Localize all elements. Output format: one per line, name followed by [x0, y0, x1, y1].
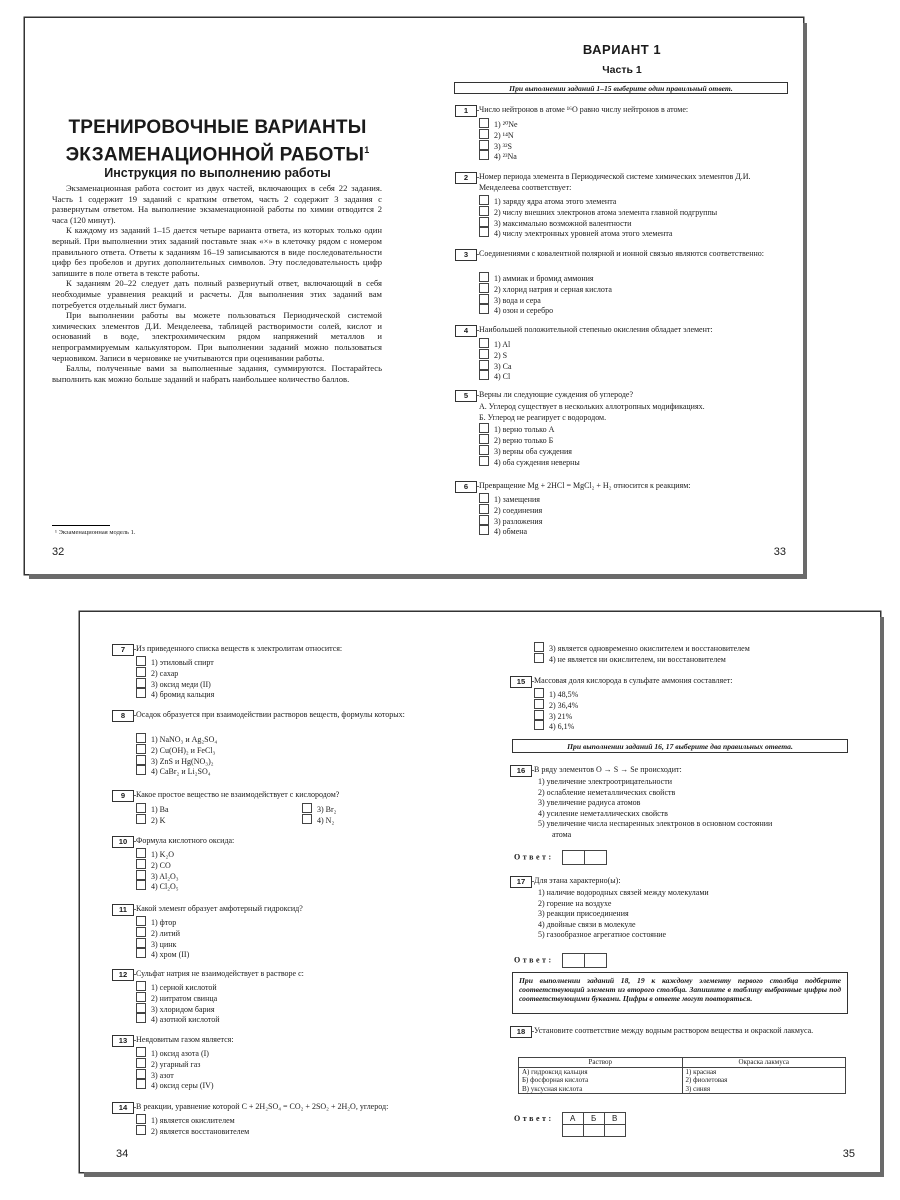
main-title [25, 116, 410, 166]
question-number: 11 [112, 904, 134, 916]
answer-option[interactable]: 3) азот [136, 1069, 214, 1080]
answer-checkbox[interactable] [136, 848, 146, 858]
question-text: Превращение Mg + 2HCl = MgCl₂ + H₂ относится к реакциям: [479, 481, 788, 492]
answer-options [136, 656, 214, 699]
instruction-paragraph: К каждому из заданий 1–15 дается четыре варианта ответа, из которых только один верный. При выполнении этих заданий поставьте знак «×» в клеточку рядом с номером правильного ответа. Ответы к заданиям 16–19 записываются в виде последовательности цифр без пробелов и других дополнительных символов. Эту последовательность цифр запишите в поле ответа в тексте работы. [52, 225, 382, 278]
instruction-paragraph: При выполнении работы вы можете пользоваться Периодической системой химических элементов Д.И. Менделеева, таблицей растворимости солей, кислот и оснований в воде, электрохимическим рядом напряжений металлов и непрограммируемым калькулятором. При выполнении заданий можно пользоваться черновиком. Записи в черновике не учитываются при оценивании работы. [52, 310, 382, 363]
answer-option[interactable]: 4) озон и серебро [479, 304, 612, 315]
answer-checkbox[interactable] [479, 360, 489, 370]
answer-option[interactable]: 2) CO [136, 859, 179, 870]
answer-checkbox[interactable] [534, 699, 544, 709]
answer-label: Ответ: [514, 1114, 554, 1123]
page-number: 33 [773, 546, 786, 558]
page-number: 32 [52, 546, 65, 558]
answer-option[interactable]: 2) верно только Б [479, 434, 705, 445]
answer-checkbox[interactable] [479, 434, 489, 444]
answer-checkbox[interactable] [302, 814, 312, 824]
answer-checkbox[interactable] [136, 803, 146, 813]
answer-checkbox[interactable] [136, 765, 146, 775]
answer-checkbox[interactable] [479, 118, 489, 128]
answer-option[interactable]: 1) оксид азота (I) [136, 1047, 214, 1058]
answer-checkbox[interactable] [136, 688, 146, 698]
book-spread-top [25, 18, 803, 574]
answer-option[interactable]: 3) хлоридом бария [136, 1003, 220, 1014]
question-text: Сульфат натрия не взаимодействует в растворе с: [136, 969, 448, 980]
answer-checkbox[interactable] [136, 880, 146, 890]
answer-option[interactable]: 4) ²³Na [479, 150, 518, 161]
question-text: Установите соответствие между водным раствором вещества и окраской лакмуса. [534, 1026, 848, 1037]
answer-option[interactable]: 4) CaBr₂ и Li₂SO₄ [136, 765, 217, 776]
question-text: Формула кислотного оксида: [136, 836, 448, 847]
question-text: В реакции, уравнение которой C + 2H₂SO₄ = CO₂ + 2SO₂ + 2H₂O, углерод: [136, 1102, 448, 1113]
answer-checkbox[interactable] [479, 423, 489, 433]
answer-cell[interactable] [562, 850, 585, 865]
answer-lines [538, 777, 772, 841]
answer-option[interactable]: 4) N₂ [302, 814, 336, 825]
answer-field-17 [514, 953, 607, 968]
answer-option[interactable]: 2) нитратом свинца [136, 992, 220, 1003]
title-line-1: ТРЕНИРОВОЧНЫЕ ВАРИАНТЫ [68, 117, 367, 138]
answer-option[interactable]: 4) азотной кислотой [136, 1013, 220, 1024]
question-number: 13 [112, 1035, 134, 1047]
answer-options [479, 338, 512, 381]
question-text: Из приведенного списка веществ к электролитам относится: [136, 644, 448, 655]
solution-item: В) уксусная кислота [522, 1084, 583, 1093]
answer-option[interactable]: 4) Cl₂O₅ [136, 880, 179, 891]
answer-checkbox[interactable] [479, 525, 489, 535]
answer-option[interactable]: 2) угарный газ [136, 1058, 214, 1069]
answer-field-18 [514, 1112, 626, 1137]
answer-option[interactable]: 3) Br₂ [302, 803, 336, 814]
answer-line: атома [552, 829, 572, 839]
question-number: 9 [112, 790, 134, 802]
color-item: 2) фиолетовая [685, 1076, 728, 1085]
answer-checkbox[interactable] [479, 150, 489, 160]
answer-checkbox[interactable] [136, 1125, 146, 1135]
page-34 [112, 612, 450, 1172]
question-number: 5 [455, 390, 477, 402]
question-number: 1 [455, 105, 477, 117]
answer-checkbox[interactable] [479, 283, 489, 293]
answer-checkbox[interactable] [534, 642, 544, 652]
answer-label: Ответ: [514, 955, 554, 965]
instruction-paragraph: Экзаменационная работа состоит из двух частей, включающих в себя 22 задания. Часть 1 содержит 19 заданий с кратким ответом, часть 2 содержит 3 задания с развернутым ответом. На выполнение экзаменационной работы по химии отводится 2 часа (120 минут). [52, 183, 382, 225]
answer-cell[interactable] [604, 1125, 625, 1137]
matching-cell-right [682, 1067, 846, 1094]
answer-option[interactable]: 1) ²⁰Ne [479, 118, 518, 129]
answer-checkbox[interactable] [136, 667, 146, 677]
answer-checkbox[interactable] [479, 195, 489, 205]
answer-options [479, 118, 518, 161]
answer-checkbox[interactable] [302, 803, 312, 813]
answer-option[interactable]: 2) является восстановителем [136, 1125, 249, 1136]
page-35 [510, 612, 855, 1172]
statement-b: Б. Углерод не реагирует с водородом. [479, 412, 607, 422]
answer-checkbox[interactable] [479, 445, 489, 455]
answer-checkbox[interactable] [136, 870, 146, 880]
question-number: 12 [112, 969, 134, 981]
footnote: ¹ Экзаменационная модель 1. [55, 529, 136, 536]
answer-option[interactable]: 1) K₂O [136, 848, 179, 859]
page-number: 35 [842, 1148, 855, 1160]
answer-option[interactable]: 2) ¹⁴N [479, 129, 518, 140]
answer-checkbox[interactable] [534, 720, 544, 730]
answer-checkbox[interactable] [136, 1003, 146, 1013]
answer-checkbox[interactable] [479, 338, 489, 348]
question-text: Осадок образуется при взаимодействии растворов веществ, формулы которых: [136, 710, 448, 721]
answer-checkbox[interactable] [479, 227, 489, 237]
answer-checkbox[interactable] [136, 927, 146, 937]
answer-checkbox[interactable] [534, 710, 544, 720]
answer-checkbox[interactable] [136, 948, 146, 958]
title-footnote-mark: 1 [364, 145, 370, 155]
answer-checkbox[interactable] [479, 294, 489, 304]
part-title: Часть 1 [602, 64, 642, 76]
answer-checkbox[interactable] [479, 349, 489, 359]
answer-checkbox[interactable] [479, 504, 489, 514]
answer-option[interactable]: 3) максимально возможной валентности [479, 217, 717, 228]
answer-option[interactable]: 4) оксид серы (IV) [136, 1079, 214, 1090]
answer-checkbox[interactable] [479, 272, 489, 282]
instruction-note-18-19: При выполнении заданий 18, 19 к каждому элементу первого столбца подберите соответствующий элемент из второго столбца. Запишите в таблицу выбранные цифры под соответствующими буквами. Цифры в ответе могут повторяться. [512, 972, 848, 1014]
answer-option[interactable]: 3) Al₂O₃ [136, 870, 179, 881]
answer-line: 5) увеличение числа неспаренных электронов в основном состоянии [538, 819, 773, 829]
answer-option[interactable]: 1) Ba [136, 803, 169, 814]
answer-option[interactable]: 2) Cu(OH)₂ и FeCl₃ [136, 744, 217, 755]
question-number: 17 [510, 876, 532, 888]
question-text: Неядовитым газом является: [136, 1035, 448, 1046]
answer-option[interactable]: 3) Ca [479, 360, 512, 371]
answer-option[interactable]: 3) вода и сера [479, 294, 612, 305]
answer-options [136, 733, 217, 776]
answer-option[interactable]: 1) является окислителем [136, 1114, 249, 1125]
answer-lines [538, 888, 709, 941]
instruction-note: При выполнении заданий 1–15 выберите один правильный ответ. [454, 82, 788, 94]
question-text: Массовая доля кислорода в сульфате аммония составляет: [534, 676, 848, 687]
answer-field-16 [514, 850, 607, 865]
answer-option[interactable]: 2) соединения [479, 504, 542, 515]
answer-option[interactable]: 4) хром (II) [136, 948, 189, 959]
question-text: Какой элемент образует амфотерный гидроксид? [136, 904, 448, 915]
question-number: 14 [112, 1102, 134, 1114]
question-number: 18 [510, 1026, 532, 1038]
book-spread-bottom [80, 612, 880, 1172]
answer-option[interactable]: 2) сахар [136, 667, 214, 678]
answer-option[interactable]: 4) 6,1% [534, 720, 578, 731]
answer-option[interactable]: 4) не является ни окислителем, ни восстановителем [534, 653, 750, 664]
answer-cell[interactable] [562, 953, 585, 968]
answer-checkbox[interactable] [479, 206, 489, 216]
question-number: 4 [455, 325, 477, 337]
answer-options [136, 803, 169, 825]
answer-checkbox[interactable] [479, 456, 489, 466]
answer-line: 5) газообразное агрегатное состояние [538, 930, 667, 940]
answer-checkbox[interactable] [479, 370, 489, 380]
answer-line: 3) реакции присоединения [538, 909, 629, 919]
answer-options [136, 981, 220, 1024]
answer-option[interactable]: 1) NaNO₃ и Ag₂SO₄ [136, 733, 217, 744]
instruction-note-16-17: При выполнении заданий 16, 17 выберите два правильных ответа. [512, 739, 848, 753]
answer-checkbox[interactable] [136, 1013, 146, 1023]
answer-option[interactable]: 1) серной кислотой [136, 981, 220, 992]
answer-option[interactable]: 1) аммиак и бромид аммония [479, 272, 612, 283]
answer-line: 3) увеличение радиуса атомов [538, 798, 641, 808]
answer-line: 1) увеличение электроотрицательности [538, 777, 673, 786]
question-number: 8 [112, 710, 134, 722]
page-number: 34 [116, 1148, 129, 1160]
answer-options [136, 1114, 249, 1136]
question-number: 15 [510, 676, 532, 688]
answer-checkbox[interactable] [136, 755, 146, 765]
matching-cell-left [519, 1067, 683, 1094]
answer-checkbox[interactable] [136, 1047, 146, 1057]
answer-letter: А [562, 1113, 583, 1125]
statement-a: А. Углерод существует в нескольких аллотропных модификациях. [479, 402, 705, 411]
answer-option[interactable]: 3) оксид меди (II) [136, 678, 214, 689]
answer-checkbox[interactable] [479, 217, 489, 227]
answer-line: 4) усиление неметаллических свойств [538, 808, 668, 818]
answer-option[interactable]: 2) S [479, 349, 512, 360]
answer-options [136, 1047, 214, 1090]
answer-options [136, 848, 179, 891]
answer-checkbox[interactable] [136, 1114, 146, 1124]
answer-checkbox[interactable] [479, 140, 489, 150]
answer-checkbox[interactable] [136, 981, 146, 991]
answer-options [534, 688, 578, 731]
question-number: 3 [455, 249, 477, 261]
answer-checkbox[interactable] [136, 678, 146, 688]
answer-option[interactable]: 3) 21% [534, 710, 578, 721]
answer-option[interactable]: 3) разложения [479, 515, 542, 526]
answer-checkbox[interactable] [136, 1069, 146, 1079]
answer-cell[interactable] [584, 953, 607, 968]
instruction-paragraph: Баллы, полученные вами за выполненные задания, суммируются. Постарайтесь выполнить как можно больше заданий и набрать наибольшее количество баллов. [52, 363, 382, 384]
color-item: 3) синяя [685, 1084, 711, 1093]
instruction-paragraph: К заданиям 20–22 следует дать полный развернутый ответ, включающий в себя необходимые уравнения реакций и расчеты. Для выполнения этих заданий вам потребуется отдельный лист бумаги. [52, 278, 382, 310]
answer-option[interactable]: 2) числу внешних электронов атома элемента главной подгруппы [479, 206, 717, 217]
answer-checkbox[interactable] [136, 814, 146, 824]
answer-options [479, 493, 542, 536]
answer-option[interactable]: 2) K [136, 814, 169, 825]
answer-option[interactable]: 2) литий [136, 927, 189, 938]
answer-option[interactable]: 2) 36,4% [534, 699, 578, 710]
solution-item: Б) фосфорная кислота [522, 1076, 589, 1085]
question-text: Для этана характерно(ы): [534, 876, 848, 887]
answer-option[interactable]: 3) верны оба суждения [479, 445, 705, 456]
answer-checkbox[interactable] [479, 493, 489, 503]
footnote-divider [52, 525, 110, 526]
answer-checkbox[interactable] [479, 304, 489, 314]
answer-checkbox[interactable] [479, 515, 489, 525]
answer-options-column-2 [302, 803, 336, 825]
answer-checkbox[interactable] [136, 1079, 146, 1089]
solution-item: А) гидроксид кальция [522, 1067, 588, 1076]
answer-option[interactable]: 1) этиловый спирт [136, 656, 214, 667]
question-text: Номер периода элемента в Периодической системе химических элементов Д.И. Менделеева соответствует: [479, 172, 788, 193]
answer-option[interactable]: 4) оба суждения неверны [479, 456, 705, 467]
matching-table [518, 1057, 846, 1094]
question-number: 2 [455, 172, 477, 184]
instructions-title: Инструкция по выполнению работы [104, 166, 331, 180]
title-line-2: ЭКЗАМЕНАЦИОННОЙ РАБОТЫ [65, 144, 365, 166]
question-text: Число нейтронов в атоме ¹⁶O равно числу нейтронов в атоме: [479, 105, 788, 116]
answer-option[interactable]: 3) является одновременно окислителем и восстановителем [534, 642, 750, 653]
question-text: Наибольшей положительной степенью окисления обладает элемент: [479, 325, 788, 336]
question-number: 10 [112, 836, 134, 848]
answer-option[interactable]: 1) заряду ядра атома этого элемента [479, 195, 717, 206]
question-text: Соединениями с ковалентной полярной и ионной связью являются соответственно: [479, 249, 788, 260]
page-32 [25, 18, 410, 574]
answer-option[interactable]: 1) верно только А [479, 423, 705, 434]
page-33 [452, 18, 792, 574]
answer-checkbox[interactable] [479, 129, 489, 139]
answer-checkbox[interactable] [136, 656, 146, 666]
answer-checkbox[interactable] [534, 653, 544, 663]
answer-option[interactable]: 2) хлорид натрия и серная кислота [479, 283, 612, 294]
answer-options [479, 272, 612, 315]
question-text: Верны ли следующие суждения об углероде? [479, 390, 788, 401]
question-number: 6 [455, 481, 477, 493]
answer-line: 1) наличие водородных связей между молекулами [538, 888, 709, 897]
question-text: Какое простое вещество не взаимодействует с кислородом? [136, 790, 448, 801]
answer-letter: Б [583, 1113, 604, 1125]
answer-option[interactable]: 4) Cl [479, 370, 512, 381]
question-text: В ряду элементов O → S → Se происходит: [534, 765, 848, 776]
answer-label: Ответ: [514, 852, 554, 862]
answer-checkbox[interactable] [136, 916, 146, 926]
question-number: 7 [112, 644, 134, 656]
instructions-body [52, 183, 382, 384]
answer-option[interactable]: 3) цинк [136, 938, 189, 949]
answer-option[interactable]: 1) Al [479, 338, 512, 349]
color-item: 1) красная [685, 1067, 717, 1076]
answer-option[interactable]: 3) ³²S [479, 140, 518, 151]
answer-option[interactable]: 4) обмена [479, 525, 542, 536]
answer-checkbox[interactable] [534, 688, 544, 698]
answer-grid [562, 1112, 626, 1137]
answer-option[interactable]: 1) замещения [479, 493, 542, 504]
answer-line: 4) двойные связи в молекуле [538, 919, 636, 929]
answer-option[interactable]: 4) бромид кальция [136, 688, 214, 699]
answer-options [479, 195, 717, 238]
answer-cell[interactable] [583, 1125, 604, 1137]
answer-letter: В [604, 1113, 625, 1125]
answer-option[interactable]: 4) числу электронных уровней атома этого элемента [479, 227, 717, 238]
column-header: Раствор [519, 1058, 683, 1068]
answer-checkbox[interactable] [136, 938, 146, 948]
answer-options [479, 402, 705, 466]
answer-checkbox[interactable] [136, 859, 146, 869]
answer-options [136, 916, 189, 959]
answer-cell[interactable] [584, 850, 607, 865]
answer-line: 2) горение на воздухе [538, 898, 612, 908]
answer-checkbox[interactable] [136, 744, 146, 754]
question-14-continued-options [534, 642, 750, 664]
answer-option[interactable]: 3) ZnS и Hg(NO₃)₂ [136, 755, 217, 766]
answer-line: 2) ослабление неметаллических свойств [538, 787, 676, 797]
question-number: 16 [510, 765, 532, 777]
answer-checkbox[interactable] [136, 992, 146, 1002]
variant-title: ВАРИАНТ 1 [582, 42, 662, 57]
answer-option[interactable]: 1) 48,5% [534, 688, 578, 699]
answer-cell[interactable] [562, 1125, 583, 1137]
answer-checkbox[interactable] [136, 733, 146, 743]
answer-option[interactable]: 1) фтор [136, 916, 189, 927]
answer-checkbox[interactable] [136, 1058, 146, 1068]
column-header: Окраска лакмуса [682, 1058, 846, 1068]
